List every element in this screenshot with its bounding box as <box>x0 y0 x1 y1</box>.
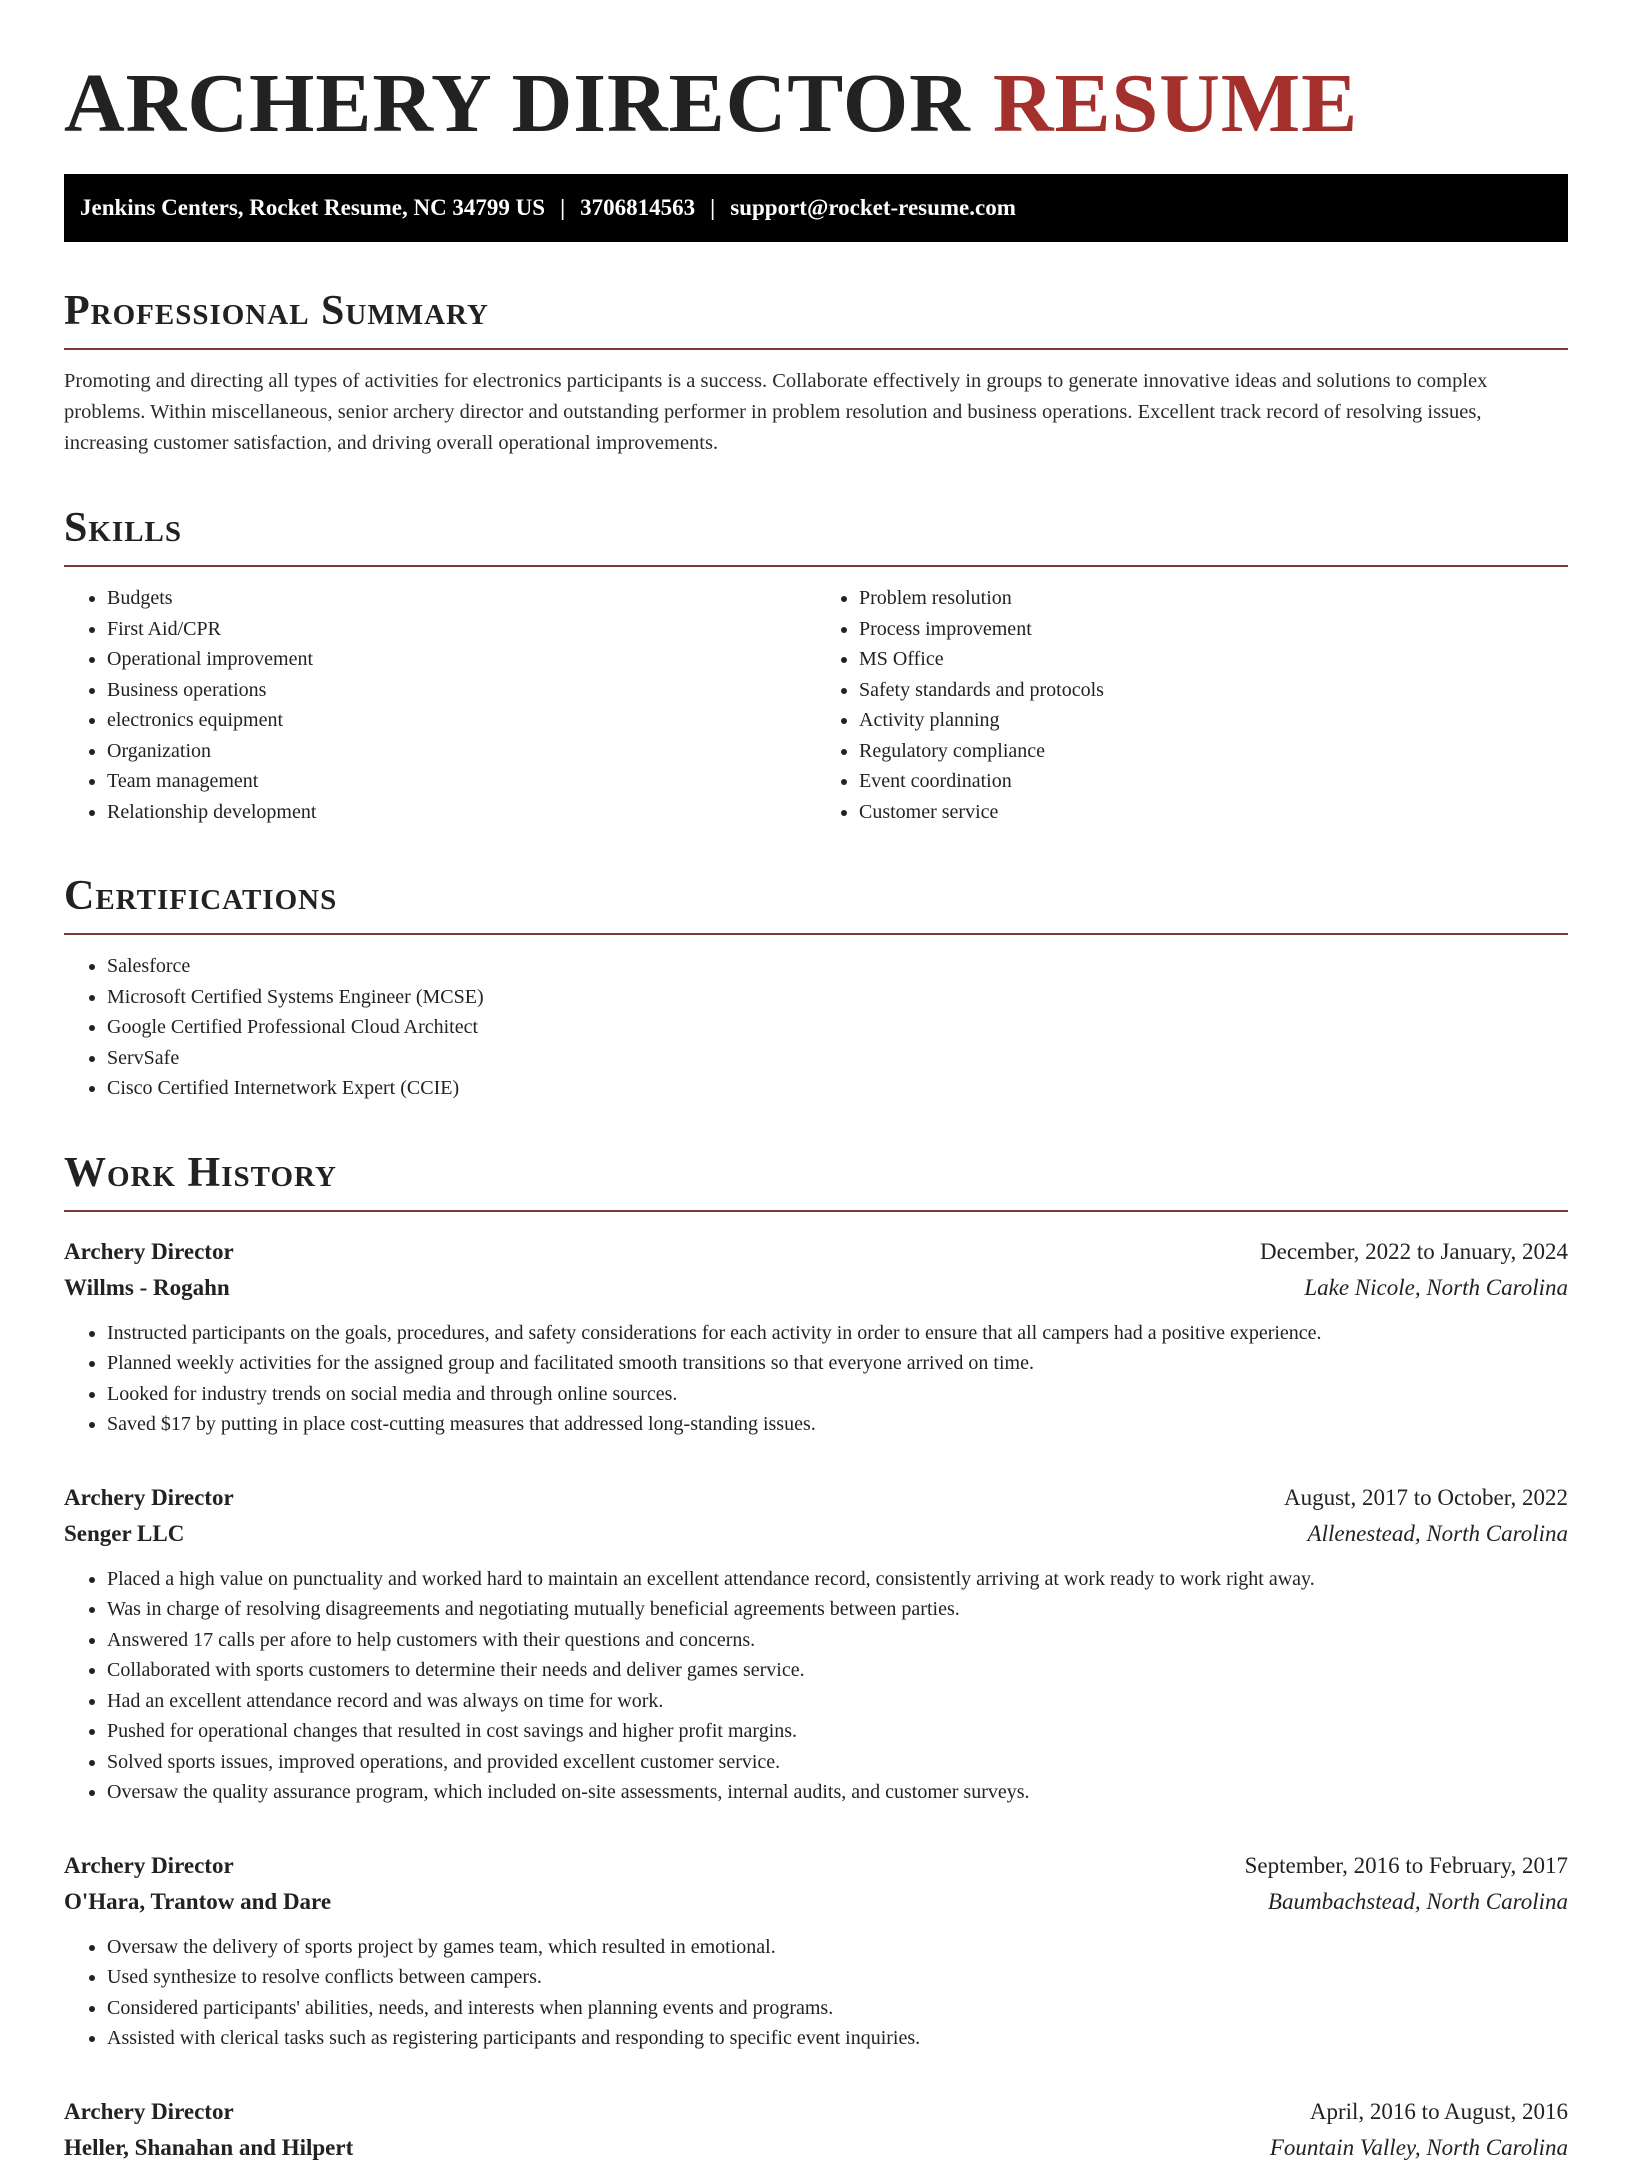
job-bullet: • Assisted with clerical tasks such as registering participants and responding to specific event inquiries. <box>107 2023 1568 2054</box>
job-entry <box>64 1480 1568 1808</box>
job-bullet: • Used synthesize to resolve conflicts between campers. <box>107 1962 1568 1993</box>
job-location: Lake Nicole, North Carolina <box>1304 1274 1568 1300</box>
job-bullet: • Pushed for operational changes that resulted in cost savings and higher profit margins. <box>107 1716 1568 1747</box>
job-dates: August, 2017 to October, 2022 <box>1284 1484 1568 1510</box>
job-company-row <box>64 2130 1568 2166</box>
certification-item: • Microsoft Certified Systems Engineer (MCSE) <box>107 982 1568 1013</box>
skill-item: • Problem resolution <box>859 583 1568 614</box>
job-bullet: • Had an excellent attendance record and was always on time for work. <box>107 1686 1568 1717</box>
summary-heading: Professional Summary <box>64 286 1568 350</box>
skill-item: • Event coordination <box>859 766 1568 797</box>
job-bullet: • Instructed participants on the goals, procedures, and safety considerations for each activity in order to ensure that all campers had a positive experience. <box>107 1318 1568 1349</box>
contact-phone: 3706814563 <box>580 195 696 220</box>
contact-separator: | <box>560 195 566 220</box>
contact-email: support@rocket-resume.com <box>730 195 1016 220</box>
job-header-row <box>64 1848 1568 1884</box>
job-bullet: • Was in charge of resolving disagreements and negotiating mutually beneficial agreements between parties. <box>107 1594 1568 1625</box>
skill-item: • Organization <box>107 736 816 767</box>
skill-item: • Team management <box>107 766 816 797</box>
job-bullet: • Looked for industry trends on social media and through online sources. <box>107 1379 1568 1410</box>
job-bullet: • Planned weekly activities for the assigned group and facilitated smooth transitions so that everyone arrived on time. <box>107 1348 1568 1379</box>
job-bullet: • Answered 17 calls per afore to help customers with their questions and concerns. <box>107 1625 1568 1656</box>
job-bullets <box>64 1564 1568 1808</box>
job-bullet: • Oversaw the delivery of sports project by games team, which resulted in emotional. <box>107 1932 1568 1963</box>
job-bullet: • Considered participants' abilities, needs, and interests when planning events and programs. <box>107 1993 1568 2024</box>
job-bullet: • Oversaw the quality assurance program, which included on-site assessments, internal audits, and customer surveys. <box>107 1777 1568 1808</box>
skill-item: • Operational improvement <box>107 644 816 675</box>
job-title: Archery Director <box>64 2098 234 2124</box>
skill-item: • Process improvement <box>859 614 1568 645</box>
job-company: Heller, Shanahan and Hilpert <box>64 2134 354 2160</box>
skills-list-right <box>816 583 1568 827</box>
resume-title <box>64 0 1568 150</box>
skill-item: • Relationship development <box>107 797 816 828</box>
job-company-row <box>64 1516 1568 1552</box>
summary-text: Promoting and directing all types of activities for electronics participants is a success. Collaborate effectively in groups to generate innovative ideas and solutions to complex problems. Within miscellaneous, senior archery director and outstanding performer in problem resolution and business operations. Excellent track record of resolving issues, increasing customer satisfaction, and driving overall operational improvements. <box>64 370 1488 454</box>
job-bullets <box>64 1318 1568 1440</box>
job-bullet: • Solved sports issues, improved operations, and provided excellent customer service. <box>107 1747 1568 1778</box>
certification-item: • Cisco Certified Internetwork Expert (CCIE) <box>107 1073 1568 1104</box>
job-entry <box>64 1848 1568 2054</box>
job-company: Willms - Rogahn <box>64 1274 230 1300</box>
job-location: Allenestead, North Carolina <box>1307 1520 1568 1546</box>
certification-item: • Google Certified Professional Cloud Architect <box>107 1012 1568 1043</box>
job-entry <box>64 2094 1568 2166</box>
skill-item: • MS Office <box>859 644 1568 675</box>
job-bullets <box>64 1932 1568 2054</box>
certification-item: • ServSafe <box>107 1043 1568 1074</box>
job-title: Archery Director <box>64 1238 234 1264</box>
skill-item: • Customer service <box>859 797 1568 828</box>
job-company-row <box>64 1270 1568 1306</box>
job-location: Fountain Valley, North Carolina <box>1269 2134 1568 2160</box>
job-company: Senger LLC <box>64 1520 185 1546</box>
skills-heading: Skills <box>64 503 1568 567</box>
skill-item: • Activity planning <box>859 705 1568 736</box>
skill-item: • Business operations <box>107 675 816 706</box>
skill-item: • Regulatory compliance <box>859 736 1568 767</box>
job-entry <box>64 1234 1568 1440</box>
title-main: ARCHERY DIRECTOR <box>64 57 971 150</box>
skill-item: • First Aid/CPR <box>107 614 816 645</box>
job-dates: April, 2016 to August, 2016 <box>1309 2098 1568 2124</box>
job-header-row <box>64 1234 1568 1270</box>
skills-columns <box>64 583 1568 827</box>
job-header-row <box>64 1480 1568 1516</box>
job-company-row <box>64 1884 1568 1920</box>
work-history-heading: Work History <box>64 1148 1568 1212</box>
certifications-list <box>64 951 1568 1104</box>
job-bullet: • Saved $17 by putting in place cost-cutting measures that addressed long-standing issues. <box>107 1409 1568 1440</box>
skills-list-left <box>64 583 816 827</box>
skill-item: • electronics equipment <box>107 705 816 736</box>
job-title: Archery Director <box>64 1852 234 1878</box>
title-accent: RESUME <box>992 57 1359 150</box>
contact-bar <box>64 174 1568 242</box>
job-dates: December, 2022 to January, 2024 <box>1260 1238 1568 1264</box>
job-company: O'Hara, Trantow and Dare <box>64 1888 332 1914</box>
job-bullet: • Placed a high value on punctuality and worked hard to maintain an excellent attendance record, consistently arriving at work ready to work right away. <box>107 1564 1568 1595</box>
contact-address: Jenkins Centers, Rocket Resume, NC 34799 US <box>80 195 546 220</box>
certification-item: • Salesforce <box>107 951 1568 982</box>
skill-item: • Budgets <box>107 583 816 614</box>
job-location: Baumbachstead, North Carolina <box>1267 1888 1568 1914</box>
contact-separator: | <box>710 195 716 220</box>
skill-item: • Safety standards and protocols <box>859 675 1568 706</box>
certifications-heading: Certifications <box>64 871 1568 935</box>
job-bullet: • Collaborated with sports customers to determine their needs and deliver games service. <box>107 1655 1568 1686</box>
job-title: Archery Director <box>64 1484 234 1510</box>
job-dates: September, 2016 to February, 2017 <box>1244 1852 1568 1878</box>
